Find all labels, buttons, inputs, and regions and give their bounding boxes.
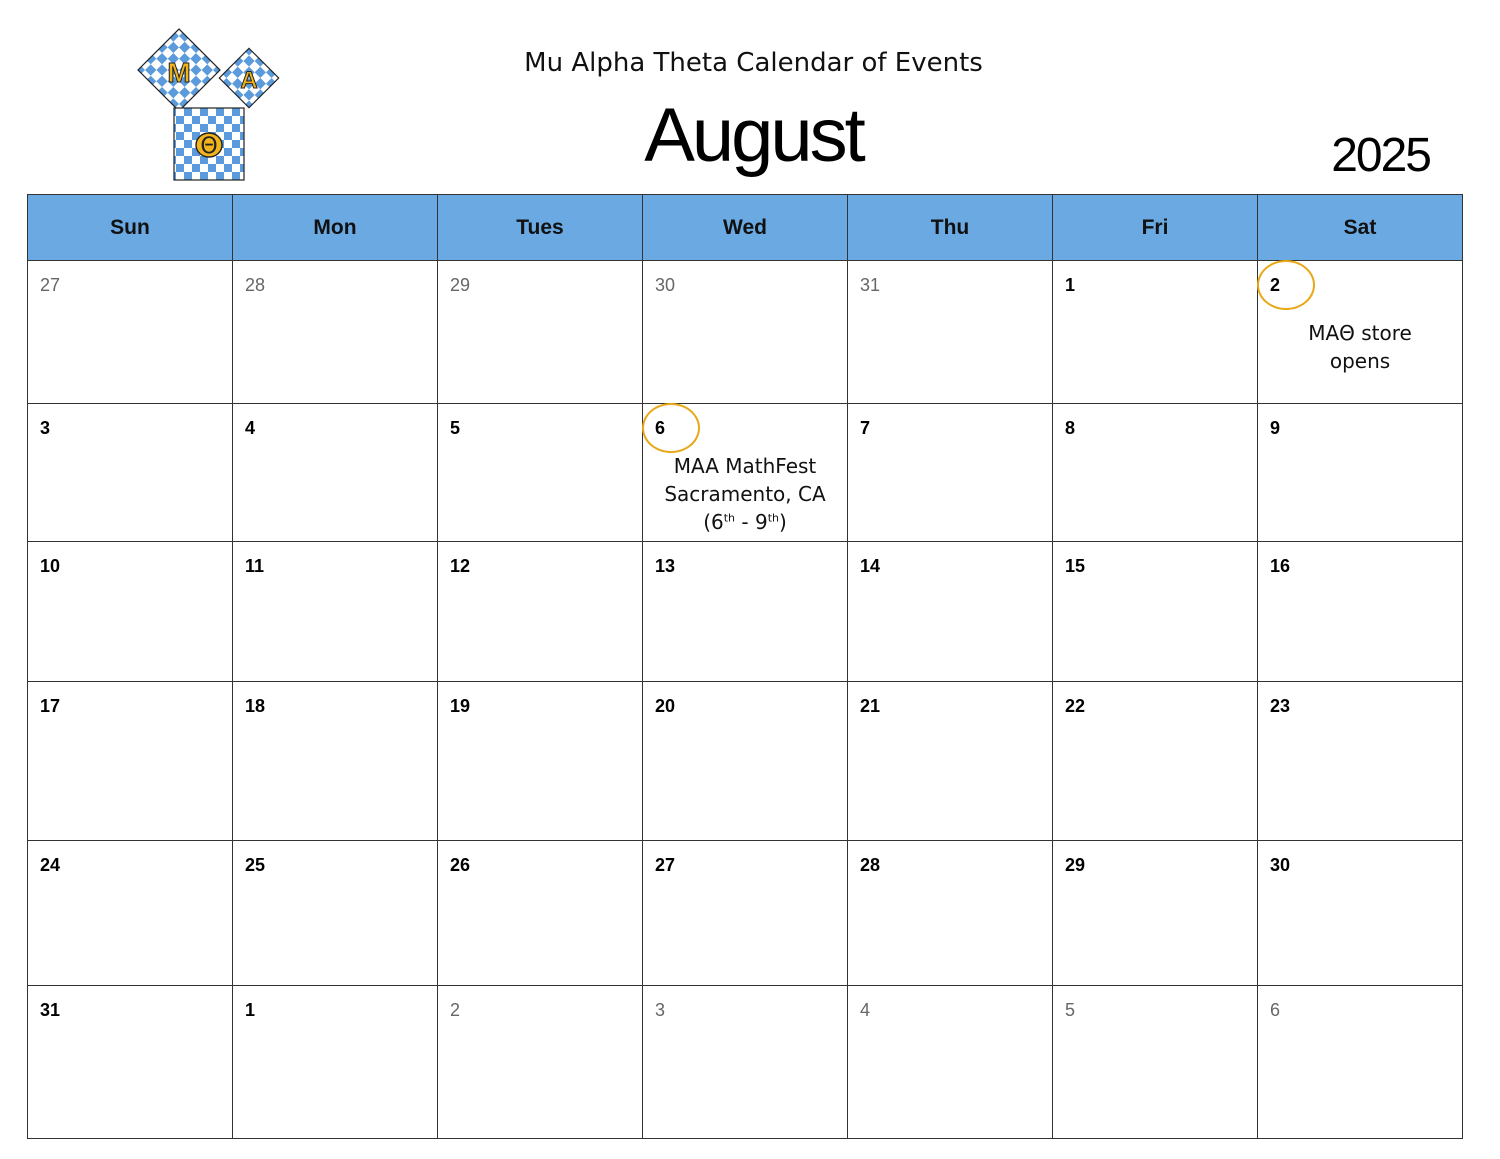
day-number: 23	[1270, 696, 1291, 716]
day-number: 21	[860, 696, 881, 716]
day-number: 4	[245, 418, 256, 438]
range-end: 9	[754, 510, 768, 534]
day-number: 13	[655, 556, 676, 576]
day-number: 31	[860, 275, 881, 295]
weekday-header-tues: Tues	[438, 195, 643, 261]
day-cell[interactable]	[233, 986, 438, 1139]
day-number: 30	[655, 275, 676, 295]
day-cell[interactable]	[28, 404, 233, 542]
weekday-header-mon: Mon	[233, 195, 438, 261]
day-cell[interactable]	[643, 261, 848, 404]
day-cell[interactable]	[1053, 261, 1258, 404]
day-cell[interactable]	[1258, 404, 1463, 542]
day-number: 10	[40, 556, 61, 576]
day-number: 14	[860, 556, 881, 576]
day-cell[interactable]	[1258, 682, 1463, 841]
year-label: 2025	[1331, 129, 1430, 182]
range-separator: -	[735, 510, 755, 534]
day-number: 30	[1270, 855, 1291, 875]
day-number: 25	[245, 855, 266, 875]
month-title: August	[644, 93, 863, 178]
day-number: 11	[245, 556, 265, 576]
day-number: 26	[450, 855, 471, 875]
day-cell[interactable]	[643, 542, 848, 682]
day-number: 8	[1065, 418, 1076, 438]
day-cell[interactable]	[1053, 404, 1258, 542]
day-cell[interactable]	[643, 841, 848, 986]
day-cell[interactable]	[233, 841, 438, 986]
day-cell[interactable]	[28, 261, 233, 404]
event-line: MAA MathFest	[673, 454, 817, 478]
day-cell[interactable]	[1053, 542, 1258, 682]
day-cell[interactable]	[848, 261, 1053, 404]
day-number: 12	[450, 556, 471, 576]
highlight-circle	[1257, 260, 1315, 310]
day-cell[interactable]	[233, 682, 438, 841]
weekday-header-fri: Fri	[1053, 195, 1258, 261]
day-number: 3	[40, 418, 51, 438]
highlight-circle	[642, 403, 700, 453]
day-cell[interactable]	[848, 841, 1053, 986]
day-cell[interactable]	[848, 542, 1053, 682]
day-number: 5	[1065, 1000, 1076, 1020]
day-cell[interactable]	[438, 542, 643, 682]
day-number: 31	[40, 1000, 61, 1020]
weekday-header-sun: Sun	[28, 195, 233, 261]
day-number: 27	[655, 855, 676, 875]
range-start-suffix: th	[723, 511, 736, 525]
event-line: Sacramento, CA	[664, 482, 826, 506]
day-cell[interactable]	[233, 404, 438, 542]
event-text	[1258, 319, 1462, 375]
day-cell[interactable]	[1053, 986, 1258, 1139]
day-cell[interactable]	[28, 986, 233, 1139]
day-number: 28	[245, 275, 266, 295]
calendar-subtitle: Mu Alpha Theta Calendar of Events	[524, 48, 983, 78]
calendar-week-row	[28, 404, 1463, 542]
day-number: 29	[1065, 855, 1086, 875]
day-cell[interactable]	[233, 261, 438, 404]
day-number: 28	[860, 855, 881, 875]
event-line: MAΘ store	[1308, 321, 1412, 345]
day-number: 19	[450, 696, 471, 716]
day-number: 4	[860, 1000, 871, 1020]
day-cell[interactable]	[28, 841, 233, 986]
day-cell[interactable]	[28, 542, 233, 682]
logo-letter-theta: Θ	[200, 134, 218, 159]
day-number: 22	[1065, 696, 1086, 716]
day-number: 2	[450, 1000, 461, 1020]
day-number: 7	[860, 418, 871, 438]
range-start: 6	[711, 510, 724, 534]
day-number: 1	[245, 1000, 256, 1020]
day-number: 20	[655, 696, 676, 716]
day-number: 9	[1270, 418, 1281, 438]
day-number: 18	[245, 696, 266, 716]
day-cell[interactable]	[848, 986, 1053, 1139]
day-number: 24	[40, 855, 61, 875]
day-number: 17	[40, 696, 61, 716]
day-cell[interactable]	[1258, 542, 1463, 682]
event-line: opens	[1329, 349, 1391, 373]
day-number-text: 6	[655, 418, 666, 438]
day-number: 6	[1270, 1000, 1281, 1020]
calendar-grid	[27, 194, 1463, 1139]
day-cell[interactable]	[1258, 986, 1463, 1139]
day-cell[interactable]	[438, 261, 643, 404]
day-number: 1	[1065, 275, 1076, 295]
range-end-suffix: th	[767, 511, 779, 525]
weekday-header-sat: Sat	[1258, 195, 1463, 261]
calendar-week-row	[28, 986, 1463, 1139]
calendar-week-row	[28, 261, 1463, 404]
day-cell[interactable]	[233, 542, 438, 682]
weekday-header-thu: Thu	[848, 195, 1053, 261]
logo-letter-a: A	[240, 67, 258, 94]
day-cell[interactable]	[438, 404, 643, 542]
calendar-week-row	[28, 542, 1463, 682]
event-date-range: (6th - 9th)	[703, 510, 787, 534]
day-cell[interactable]	[643, 404, 848, 542]
day-cell[interactable]	[438, 841, 643, 986]
calendar-week-row	[28, 841, 1463, 986]
day-cell[interactable]	[438, 986, 643, 1139]
day-cell[interactable]	[1053, 682, 1258, 841]
calendar-week-row	[28, 682, 1463, 841]
day-cell[interactable]	[1258, 261, 1463, 404]
day-cell[interactable]	[643, 682, 848, 841]
weekday-header-row	[28, 195, 1463, 261]
day-cell[interactable]	[643, 986, 848, 1139]
day-cell[interactable]	[1053, 841, 1258, 986]
day-number: 29	[450, 275, 471, 295]
day-cell[interactable]	[28, 682, 233, 841]
event-text	[643, 452, 847, 536]
day-cell[interactable]	[848, 404, 1053, 542]
day-cell[interactable]	[438, 682, 643, 841]
day-number	[1270, 275, 1280, 296]
day-number: 5	[450, 418, 461, 438]
day-number: 15	[1065, 556, 1086, 576]
day-number-text: 2	[1270, 275, 1281, 295]
day-cell[interactable]	[1258, 841, 1463, 986]
logo-letter-m: M	[167, 57, 191, 88]
day-number: 16	[1270, 556, 1291, 576]
day-number: 3	[655, 1000, 666, 1020]
day-cell[interactable]	[848, 682, 1053, 841]
day-number: 27	[40, 275, 61, 295]
weekday-header-wed: Wed	[643, 195, 848, 261]
day-number	[655, 418, 665, 439]
